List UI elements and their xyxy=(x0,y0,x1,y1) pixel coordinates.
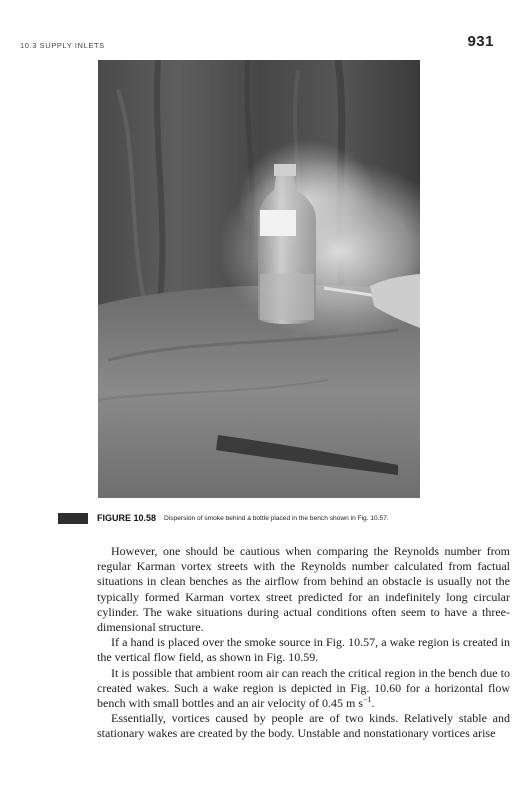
figure-caption-text: Dispersion of smoke behind a bottle placed in the bench shown in Fig. 10.57. xyxy=(164,514,389,522)
paragraph: However, one should be cautious when comparing the Reynolds number from regular Karman vortex streets with the Reynolds number calculated from factual situations in clean benches as the airflow from behind an obstacle is usually not the typically formed Karman vortex street predicted for an indefinitely long circular cylinder. The wake situations during actual conditions often seem to have a three-dimensional structure. xyxy=(97,544,510,635)
page-number: 931 xyxy=(467,33,494,50)
bottle-cap xyxy=(274,164,296,176)
paragraph: If a hand is placed over the smoke source in Fig. 10.57, a wake region is created in the vertical flow field, as shown in Fig. 10.59. xyxy=(97,635,510,665)
paragraph-text: It is possible that ambient room air can reach the critical region in the bench due to created wakes. Such a wake region is depicted in Fig. 10.60 for a horizontal flow bench with small bottles and an air velocity of 0.45 m s xyxy=(97,665,510,711)
bottle-label xyxy=(260,210,296,236)
bottle-liquid xyxy=(260,274,314,320)
running-head: 10.3 SUPPLY INLETS xyxy=(20,41,105,50)
figure-label: FIGURE 10.58 xyxy=(97,513,157,523)
caption-marker xyxy=(58,513,88,524)
paragraph xyxy=(97,666,510,712)
figure-caption xyxy=(58,510,498,526)
figure-photo xyxy=(98,60,420,498)
unit-exponent: −1 xyxy=(362,695,372,705)
paragraph-end: . xyxy=(371,696,375,711)
body-text xyxy=(97,544,510,742)
paragraph: Essentially, vortices caused by people are of two kinds. Relatively stable and stationary wakes are created by the body. Unstable and nonstationary vortices arise xyxy=(97,711,510,741)
